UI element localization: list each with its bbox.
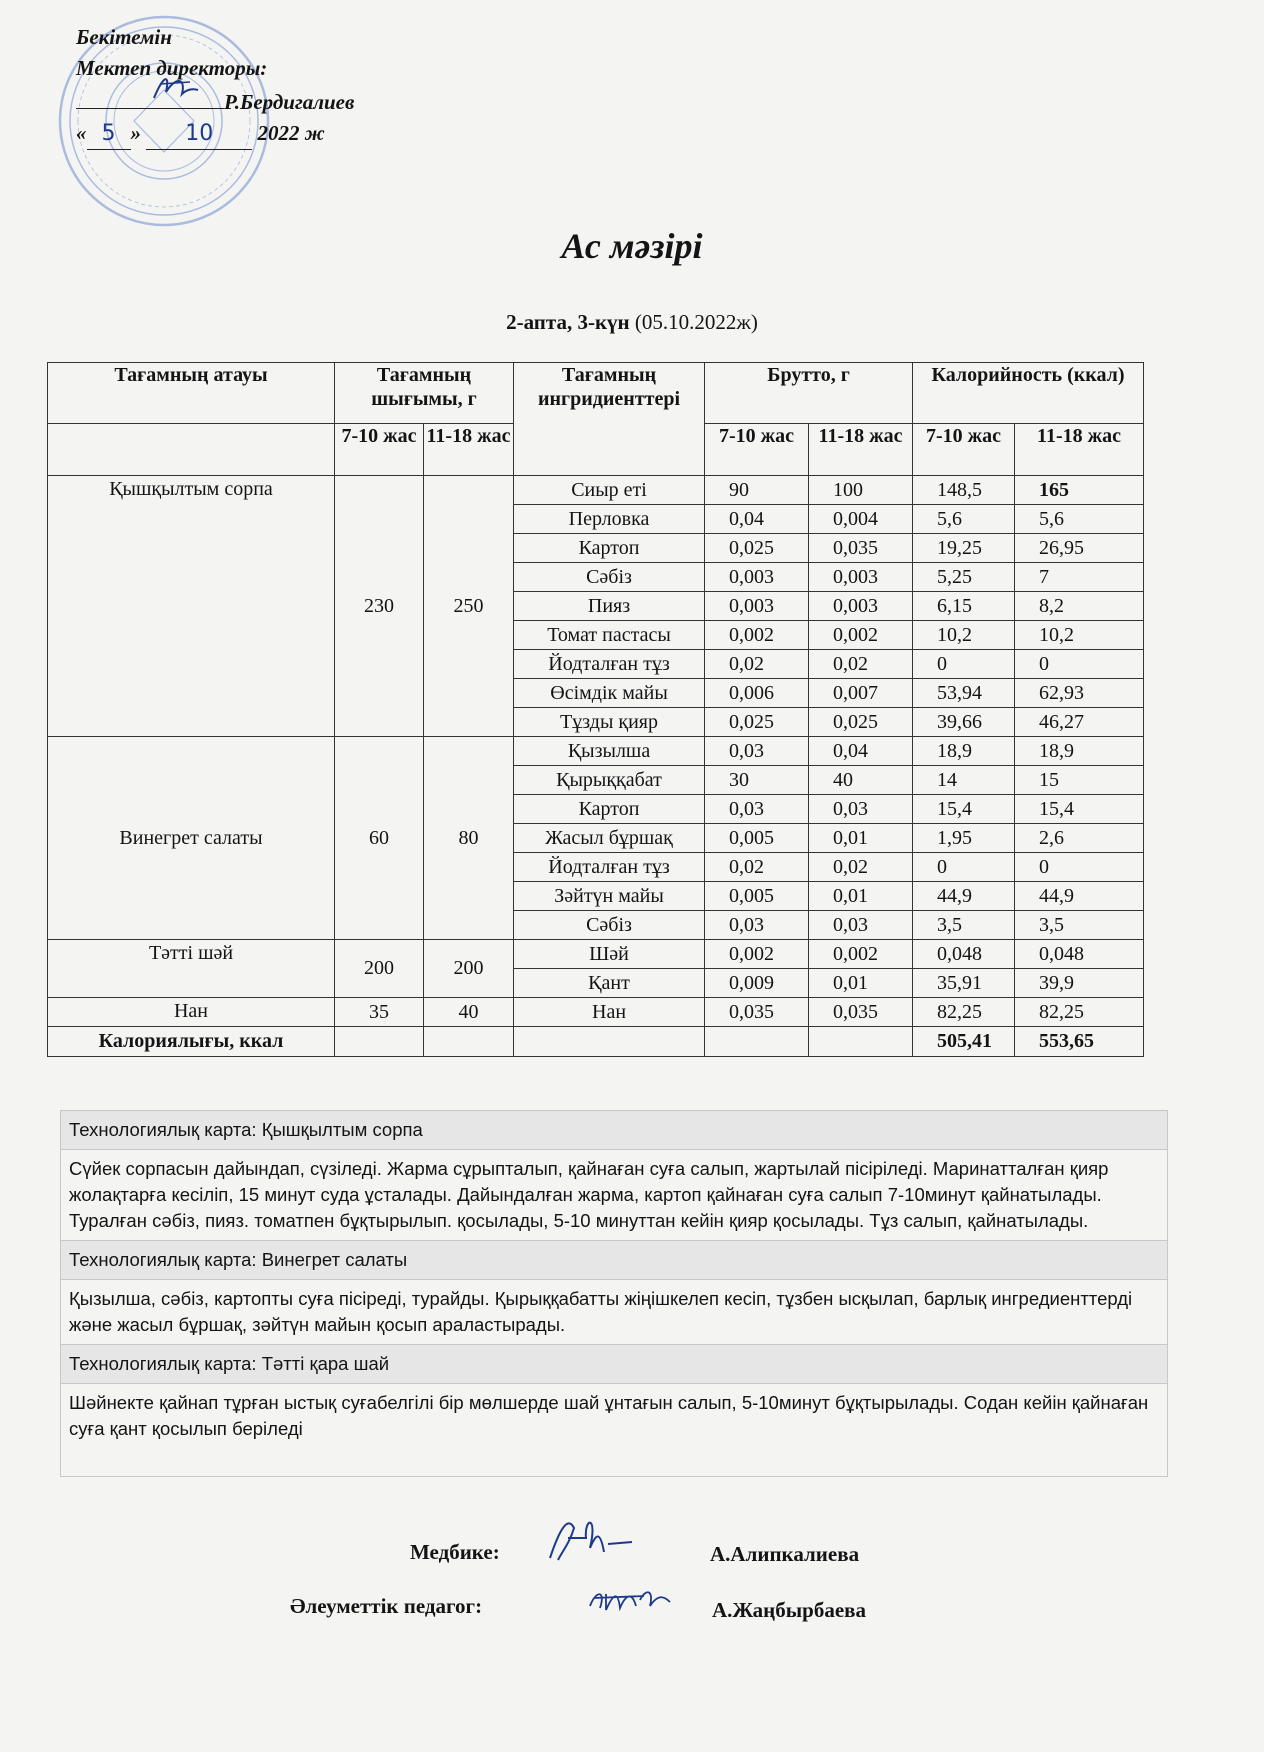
calories-age1: 15,4: [913, 795, 1015, 824]
calories-age1: 19,25: [913, 534, 1015, 563]
dish-yield-age1: 35: [335, 998, 424, 1027]
ingredient-name: Йодталған тұз: [514, 853, 705, 882]
ingredient-name: Қырыққабат: [514, 766, 705, 795]
dish-name: Тәтті шәй: [48, 940, 335, 998]
ingredient-name: Тұзды қияр: [514, 708, 705, 737]
header-ingredients: Тағамның ингридиенттері: [514, 363, 705, 476]
brutto-age1: 0,025: [705, 708, 809, 737]
calories-age2: 10,2: [1015, 621, 1144, 650]
ingredient-name: Нан: [514, 998, 705, 1027]
header-yield-age2: 11-18 жас: [424, 424, 514, 476]
ingredient-name: Қызылша: [514, 737, 705, 766]
ingredient-row: [48, 476, 1144, 505]
brutto-age1: 0,03: [705, 795, 809, 824]
dish-name: Винегрет салаты: [48, 737, 335, 940]
ingredient-name: Сәбіз: [514, 563, 705, 592]
calories-age1: 5,25: [913, 563, 1015, 592]
brutto-age2: 0,02: [809, 853, 913, 882]
brutto-age1: 0,03: [705, 737, 809, 766]
brutto-age1: 0,002: [705, 940, 809, 969]
total-empty: [335, 1027, 424, 1057]
header-empty: [48, 424, 335, 476]
director-signature-mark: [146, 70, 206, 104]
page-subtitle: [0, 310, 1264, 335]
brutto-age1: 0,003: [705, 592, 809, 621]
calories-age1: 53,94: [913, 679, 1015, 708]
brutto-age1: 0,02: [705, 650, 809, 679]
brutto-age1: 0,006: [705, 679, 809, 708]
calories-age1: 18,9: [913, 737, 1015, 766]
header-brutto: Брутто, г: [705, 363, 913, 424]
brutto-age1: 0,005: [705, 824, 809, 853]
total-label: Калориялығы, ккал: [48, 1027, 335, 1057]
nurse-role: Медбике:: [410, 1540, 500, 1564]
total-cal-age2: 553,65: [1015, 1027, 1144, 1057]
ingredient-name: Сәбіз: [514, 911, 705, 940]
brutto-age2: 40: [809, 766, 913, 795]
week-day: 2-апта, 3-күн: [506, 310, 630, 334]
calories-age2: 44,9: [1015, 882, 1144, 911]
dish-yield-age2: 40: [424, 998, 514, 1027]
tech-card-text: Қызылша, сәбіз, картопты суға пісіреді, турайды. Қырыққабатты жіңішкелеп кесіп, тұзбен ысқылап, барлық ингредиенттерді және жасыл бұршақ, зәйтүн майын қосып араластырады.: [61, 1280, 1168, 1345]
nurse-name: А.Алипкалиева: [710, 1542, 860, 1566]
calories-age2: 26,95: [1015, 534, 1144, 563]
date-day-value: 5: [101, 121, 116, 146]
calories-age2: 46,27: [1015, 708, 1144, 737]
quote-close: »: [130, 121, 141, 145]
total-row: [48, 1027, 1144, 1057]
ingredient-name: Сиыр еті: [514, 476, 705, 505]
calories-age2: 39,9: [1015, 969, 1144, 998]
total-empty: [514, 1027, 705, 1057]
calories-age1: 3,5: [913, 911, 1015, 940]
total-cal-age1: 505,41: [913, 1027, 1015, 1057]
calories-age2: 62,93: [1015, 679, 1144, 708]
tech-card-heading: Технологиялық карта: Тәтті қара шай: [61, 1345, 1168, 1384]
nurse-signature: [540, 1508, 640, 1570]
brutto-age1: 30: [705, 766, 809, 795]
brutto-age1: 0,003: [705, 563, 809, 592]
dish-name: Нан: [48, 998, 335, 1027]
menu-date: (05.10.2022ж): [634, 310, 758, 334]
dish-yield-age2: 80: [424, 737, 514, 940]
brutto-age1: 0,002: [705, 621, 809, 650]
calories-age1: 10,2: [913, 621, 1015, 650]
ingredient-name: Картоп: [514, 534, 705, 563]
dish-yield-age1: 60: [335, 737, 424, 940]
tech-card-text: Шәйнекте қайнап тұрған ыстық суғабелгілі бір мөлшерде шай ұнтағын салып, 5-10минут бұқтырылады. Содан кейін қайнаған суға қант қосылып беріледі: [61, 1384, 1168, 1477]
brutto-age2: 0,003: [809, 592, 913, 621]
total-empty: [424, 1027, 514, 1057]
calories-age1: 82,25: [913, 998, 1015, 1027]
dish-yield-age2: 200: [424, 940, 514, 998]
calories-age2: 7: [1015, 563, 1144, 592]
calories-age2: 5,6: [1015, 505, 1144, 534]
brutto-age2: 0,02: [809, 650, 913, 679]
calories-age2: 165: [1015, 476, 1144, 505]
calories-age2: 2,6: [1015, 824, 1144, 853]
ingredient-row: [48, 940, 1144, 969]
calories-age2: 15: [1015, 766, 1144, 795]
calories-age2: 3,5: [1015, 911, 1144, 940]
tech-cards: [60, 1110, 1168, 1477]
social-pedagogue-role: Әлеуметтік педагог:: [290, 1594, 483, 1618]
ingredient-name: Картоп: [514, 795, 705, 824]
ingredient-name: Пияз: [514, 592, 705, 621]
calories-age1: 1,95: [913, 824, 1015, 853]
calories-age1: 44,9: [913, 882, 1015, 911]
header-yield: Тағамның шығымы, г: [335, 363, 514, 424]
menu-body: [48, 476, 1144, 1027]
brutto-age2: 0,03: [809, 911, 913, 940]
dish-name: Қышқылтым сорпа: [48, 476, 335, 737]
approval-position: Мектеп директоры:: [76, 56, 268, 80]
brutto-age2: 0,003: [809, 563, 913, 592]
brutto-age2: 0,004: [809, 505, 913, 534]
date-year: 2022 ж: [257, 121, 325, 145]
approval-block: [76, 22, 354, 150]
ingredient-name: Перловка: [514, 505, 705, 534]
brutto-age1: 0,025: [705, 534, 809, 563]
calories-age1: 0: [913, 650, 1015, 679]
date-day: [87, 118, 131, 150]
brutto-age1: 0,02: [705, 853, 809, 882]
calories-age1: 6,15: [913, 592, 1015, 621]
director-name: Р.Бердигалиев: [224, 90, 355, 114]
brutto-age2: 0,01: [809, 969, 913, 998]
ingredient-name: Йодталған тұз: [514, 650, 705, 679]
calories-age1: 5,6: [913, 505, 1015, 534]
brutto-age1: 0,04: [705, 505, 809, 534]
brutto-age2: 0,002: [809, 940, 913, 969]
brutto-age2: 0,01: [809, 882, 913, 911]
calories-age2: 0: [1015, 853, 1144, 882]
date-month: [146, 118, 252, 150]
ingredient-row: [48, 998, 1144, 1027]
dish-yield-age2: 250: [424, 476, 514, 737]
calories-age1: 0,048: [913, 940, 1015, 969]
header-cal-age1: 7-10 жас: [913, 424, 1015, 476]
menu-table: [47, 362, 1144, 1057]
brutto-age2: 0,035: [809, 534, 913, 563]
brutto-age1: 0,03: [705, 911, 809, 940]
calories-age2: 18,9: [1015, 737, 1144, 766]
brutto-age1: 90: [705, 476, 809, 505]
brutto-age2: 0,01: [809, 824, 913, 853]
header-dish-name: Тағамның атауы: [48, 363, 335, 424]
brutto-age2: 0,03: [809, 795, 913, 824]
page-title: Ас мәзірі: [561, 226, 703, 266]
calories-age2: 8,2: [1015, 592, 1144, 621]
brutto-age2: 0,035: [809, 998, 913, 1027]
approval-date: [76, 118, 354, 150]
tech-card-heading: Технологиялық карта: Қышқылтым сорпа: [61, 1111, 1168, 1150]
brutto-age2: 0,025: [809, 708, 913, 737]
calories-age1: 148,5: [913, 476, 1015, 505]
ingredient-name: Томат пастасы: [514, 621, 705, 650]
calories-age1: 39,66: [913, 708, 1015, 737]
header-brutto-age1: 7-10 жас: [705, 424, 809, 476]
calories-age1: 0: [913, 853, 1015, 882]
header-yield-age1: 7-10 жас: [335, 424, 424, 476]
director-line: [76, 84, 354, 118]
tech-card-heading: Технологиялық карта: Винегрет салаты: [61, 1241, 1168, 1280]
dish-yield-age1: 200: [335, 940, 424, 998]
approval-title: Бекітемін: [76, 25, 172, 49]
dish-yield-age1: 230: [335, 476, 424, 737]
header-brutto-age2: 11-18 жас: [809, 424, 913, 476]
ingredient-name: Өсімдік майы: [514, 679, 705, 708]
calories-age1: 35,91: [913, 969, 1015, 998]
pedagogue-name: А.Жаңбырбаева: [712, 1598, 866, 1622]
calories-age2: 0: [1015, 650, 1144, 679]
total-empty: [809, 1027, 913, 1057]
header-calories: Калорийность (ккал): [913, 363, 1144, 424]
ingredient-name: Зәйтүн майы: [514, 882, 705, 911]
calories-age1: 14: [913, 766, 1015, 795]
brutto-age2: 0,002: [809, 621, 913, 650]
calories-age2: 15,4: [1015, 795, 1144, 824]
director-signature: [76, 84, 224, 109]
header-cal-age2: 11-18 жас: [1015, 424, 1144, 476]
ingredient-row: [48, 737, 1144, 766]
brutto-age2: 0,04: [809, 737, 913, 766]
ingredient-name: Қант: [514, 969, 705, 998]
brutto-age2: 0,007: [809, 679, 913, 708]
date-month-value: 10: [185, 121, 214, 146]
ingredient-name: Шәй: [514, 940, 705, 969]
total-empty: [705, 1027, 809, 1057]
brutto-age1: 0,009: [705, 969, 809, 998]
brutto-age1: 0,005: [705, 882, 809, 911]
calories-age2: 0,048: [1015, 940, 1144, 969]
ingredient-name: Жасыл бұршақ: [514, 824, 705, 853]
pedagogue-signature: [584, 1580, 674, 1620]
tech-card-text: Сүйек сорпасын дайындап, сүзіледі. Жарма сұрыпталып, қайнаған суға салып, жартылай пісіріледі. Маринатталған қияр жолақтарға кесіліп, 15 минут суда ұсталады. Дайындалған жарма, картоп қайнаған суға салып 7-10минут қайнатылады. Туралған сәбіз, пияз. томатпен бұқтырылып. қосылады, 5-10 минуттан кейін қияр қосылады. Тұз салып, қайнатылады.: [61, 1150, 1168, 1241]
quote-open: «: [76, 121, 87, 145]
calories-age2: 82,25: [1015, 998, 1144, 1027]
brutto-age1: 0,035: [705, 998, 809, 1027]
brutto-age2: 100: [809, 476, 913, 505]
